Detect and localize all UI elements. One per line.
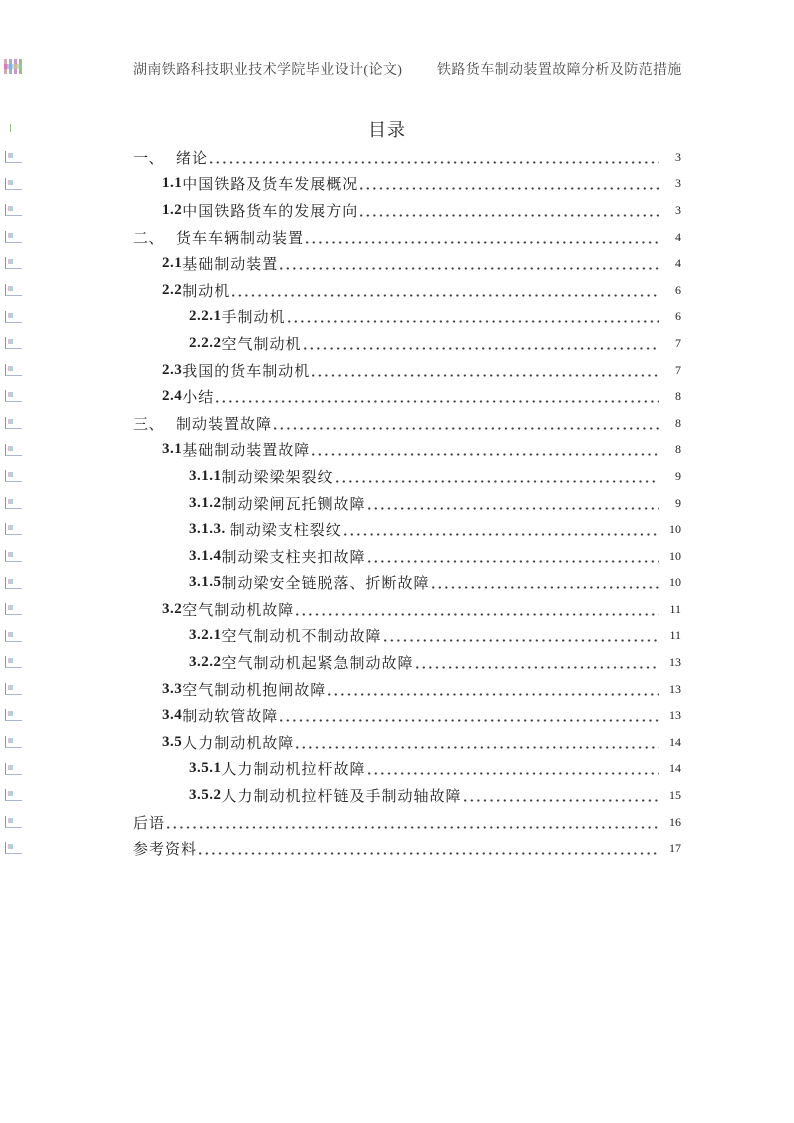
- toc-entry: [0, 330, 681, 357]
- toc-entry-title: 小结: [182, 390, 215, 407]
- table-of-contents: [0, 144, 681, 862]
- toc-entry-title: 中国铁路及货车发展概况: [182, 177, 359, 194]
- margin-glyph-icon: [5, 709, 22, 721]
- dot-leader: [464, 799, 659, 802]
- toc-entry: [0, 756, 681, 783]
- toc-entry: [0, 437, 681, 464]
- dot-leader: [368, 507, 659, 510]
- toc-entry: [0, 570, 681, 597]
- dot-leader: [210, 161, 659, 164]
- toc-entry-page: 16: [669, 814, 681, 829]
- dot-leader: [360, 214, 659, 217]
- toc-entry: [0, 410, 681, 437]
- toc-entry-number: 1.1: [162, 175, 183, 192]
- dot-leader: [296, 746, 659, 749]
- toc-entry-title: 制动梁梁架裂纹: [221, 469, 334, 486]
- toc-entry-number: 2.1: [162, 255, 183, 272]
- margin-glyph-icon: [5, 231, 22, 243]
- margin-glyph-icon: [5, 523, 22, 535]
- header-school-title: 湖南铁路科技职业技术学院毕业设计(论文): [133, 63, 403, 78]
- margin-glyph-icon: [5, 151, 22, 163]
- toc-entry-page: 14: [669, 734, 681, 749]
- toc-entry-page: 11: [669, 601, 681, 616]
- toc-entry-title: 人力制动机拉杆链及手制动轴故障: [221, 789, 462, 806]
- margin-glyph-icon: [5, 550, 22, 562]
- toc-entry: [0, 516, 681, 543]
- dot-leader: [344, 533, 659, 536]
- dot-leader: [280, 719, 659, 722]
- margin-glyph-icon: [5, 470, 22, 482]
- margin-glyph-icon: [5, 364, 22, 376]
- margin-tick-icon: [10, 124, 11, 132]
- toc-entry: [0, 596, 681, 623]
- toc-entry-page: 7: [675, 362, 681, 377]
- toc-entry-title: 空气制动机不制动故障: [221, 629, 382, 646]
- toc-entry-title: 制动梁支柱夹扣故障: [221, 549, 366, 566]
- toc-entry-number: 3.5.2: [189, 787, 222, 804]
- margin-glyph-icon: [5, 284, 22, 296]
- toc-entry-title: 制动梁支柱裂纹: [229, 523, 342, 540]
- toc-entry-number: 2.2.1: [189, 308, 222, 325]
- toc-entry-page: 13: [669, 708, 681, 723]
- toc-entry-page: 10: [669, 522, 681, 537]
- toc-entry-title: 我国的货车制动机: [182, 363, 311, 380]
- margin-glyph-icon: [5, 736, 22, 748]
- toc-entry-number: 3.1.5: [189, 574, 222, 591]
- toc-entry: [0, 304, 681, 331]
- page-title: 目录: [368, 120, 406, 140]
- toc-entry: [0, 277, 681, 304]
- toc-entry-page: 8: [675, 442, 681, 457]
- toc-entry-number: 3.3: [162, 680, 183, 697]
- toc-entry-page: 9: [675, 468, 681, 483]
- margin-glyph-icon: [5, 257, 22, 269]
- dot-leader: [232, 294, 659, 297]
- margin-glyph-icon: [5, 630, 22, 642]
- toc-entry-page: 3: [675, 202, 681, 217]
- margin-glyph-icon: [5, 178, 22, 190]
- toc-entry-number: 2.2: [162, 281, 183, 298]
- toc-entry-page: 10: [669, 548, 681, 563]
- dot-leader: [274, 427, 659, 430]
- toc-entry-page: 3: [675, 176, 681, 191]
- margin-glyph-icon: [5, 683, 22, 695]
- toc-entry-page: 13: [669, 655, 681, 670]
- dot-leader: [288, 320, 659, 323]
- toc-entry-page: 8: [675, 389, 681, 404]
- toc-entry: [0, 463, 681, 490]
- toc-entry-number: 3.1: [162, 441, 183, 458]
- toc-entry: [0, 835, 681, 862]
- toc-entry: [0, 649, 681, 676]
- dot-leader: [312, 374, 659, 377]
- toc-entry-page: 8: [675, 415, 681, 430]
- dot-leader: [432, 586, 659, 589]
- dot-leader: [360, 187, 659, 190]
- toc-entry-title: 空气制动机起紧急制动故障: [221, 656, 414, 673]
- dot-leader: [304, 347, 659, 350]
- dot-leader: [368, 560, 659, 563]
- header-thesis-title: 铁路货车制动装置故障分析及防范措施: [437, 63, 682, 78]
- toc-entry: [0, 782, 681, 809]
- margin-glyph-icon: [5, 390, 22, 402]
- dot-leader: [306, 241, 659, 244]
- toc-entry-number: 3.1.1: [189, 467, 222, 484]
- toc-entry-title: 手制动机: [221, 310, 286, 327]
- margin-glyph-icon: [5, 444, 22, 456]
- toc-entry: [0, 357, 681, 384]
- toc-entry-page: 3: [675, 149, 681, 164]
- margin-glyph-icon: [5, 816, 22, 828]
- toc-entry: [0, 702, 681, 729]
- dot-leader: [312, 453, 659, 456]
- dot-leader: [280, 267, 659, 270]
- margin-glyph-icon: [5, 577, 22, 589]
- toc-entry-number: 3.5: [162, 733, 183, 750]
- toc-entry-page: 6: [675, 309, 681, 324]
- header-margin-icon: [4, 59, 22, 74]
- toc-entry-title: 参考资料: [133, 842, 198, 859]
- toc-entry-title: 制动机: [182, 283, 231, 300]
- margin-glyph-icon: [5, 656, 22, 668]
- toc-entry-number: 3.1.3.: [189, 521, 226, 538]
- toc-entry-page: 17: [669, 841, 681, 856]
- toc-entry-page: 9: [675, 495, 681, 510]
- dot-leader: [167, 826, 659, 829]
- dot-leader: [384, 639, 659, 642]
- toc-entry: [0, 250, 681, 277]
- toc-entry-number: 3.5.1: [189, 760, 222, 777]
- toc-entry-number: 3.1.2: [189, 494, 222, 511]
- toc-entry-page: 7: [675, 335, 681, 350]
- toc-entry-title: 后语: [133, 815, 166, 832]
- toc-entry-title: 基础制动装置: [182, 257, 279, 274]
- margin-glyph-icon: [5, 763, 22, 775]
- dot-leader: [296, 613, 659, 616]
- toc-entry-number: 二、: [133, 230, 165, 247]
- toc-entry-title: 空气制动机: [221, 336, 302, 353]
- toc-entry-number: 三、: [133, 416, 165, 433]
- toc-entry-title: 基础制动装置故障: [182, 443, 311, 460]
- toc-entry-title: 货车车辆制动装置: [176, 230, 305, 247]
- toc-entry-number: 3.2.1: [189, 627, 222, 644]
- dot-leader: [416, 666, 659, 669]
- margin-glyph-icon: [5, 204, 22, 216]
- toc-entry: [0, 490, 681, 517]
- margin-glyph-icon: [5, 603, 22, 615]
- toc-entry-page: 13: [669, 681, 681, 696]
- toc-entry-page: 6: [675, 282, 681, 297]
- toc-entry-number: 3.1.4: [189, 547, 222, 564]
- dot-leader: [199, 852, 659, 855]
- toc-entry-page: 4: [675, 229, 681, 244]
- margin-glyph-icon: [5, 417, 22, 429]
- toc-entry-number: 2.3: [162, 361, 183, 378]
- toc-entry: [0, 144, 681, 171]
- toc-entry-number: 1.2: [162, 201, 183, 218]
- dot-leader: [336, 480, 659, 483]
- toc-entry-title: 空气制动机抱闸故障: [182, 682, 327, 699]
- toc-entry-page: 4: [675, 256, 681, 271]
- margin-glyph-icon: [5, 497, 22, 509]
- toc-entry-title: 人力制动机拉杆故障: [221, 762, 366, 779]
- toc-entry: [0, 543, 681, 570]
- toc-entry-page: 10: [669, 575, 681, 590]
- dot-leader: [216, 400, 659, 403]
- toc-entry-number: 3.2: [162, 600, 183, 617]
- toc-entry-number: 2.2.2: [189, 334, 222, 351]
- toc-entry-title: 中国铁路货车的发展方向: [182, 203, 359, 220]
- toc-entry-title: 制动梁闸瓦托铡故障: [221, 496, 366, 513]
- toc-entry: [0, 383, 681, 410]
- toc-entry-title: 人力制动机故障: [182, 735, 295, 752]
- toc-entry: [0, 729, 681, 756]
- toc-entry-page: 11: [669, 628, 681, 643]
- toc-entry-page: 15: [669, 788, 681, 803]
- toc-entry-number: 一、: [133, 150, 165, 167]
- toc-entry: [0, 224, 681, 251]
- toc-entry: [0, 171, 681, 198]
- toc-entry: [0, 809, 681, 836]
- toc-entry: [0, 676, 681, 703]
- dot-leader: [368, 772, 659, 775]
- margin-glyph-icon: [5, 311, 22, 323]
- toc-entry-title: 制动梁安全链脱落、折断故障: [221, 576, 430, 593]
- margin-glyph-icon: [5, 842, 22, 854]
- toc-entry: [0, 197, 681, 224]
- margin-glyph-icon: [5, 789, 22, 801]
- toc-entry-title: 制动软管故障: [182, 709, 279, 726]
- toc-entry-number: 3.4: [162, 707, 183, 724]
- toc-entry-page: 14: [669, 761, 681, 776]
- toc-entry: [0, 623, 681, 650]
- toc-entry-title: 绪论: [176, 150, 209, 167]
- toc-entry-number: 3.2.2: [189, 654, 222, 671]
- toc-entry-title: 制动装置故障: [176, 416, 273, 433]
- margin-glyph-icon: [5, 337, 22, 349]
- toc-entry-number: 2.4: [162, 388, 183, 405]
- dot-leader: [328, 693, 659, 696]
- toc-entry-title: 空气制动机故障: [182, 602, 295, 619]
